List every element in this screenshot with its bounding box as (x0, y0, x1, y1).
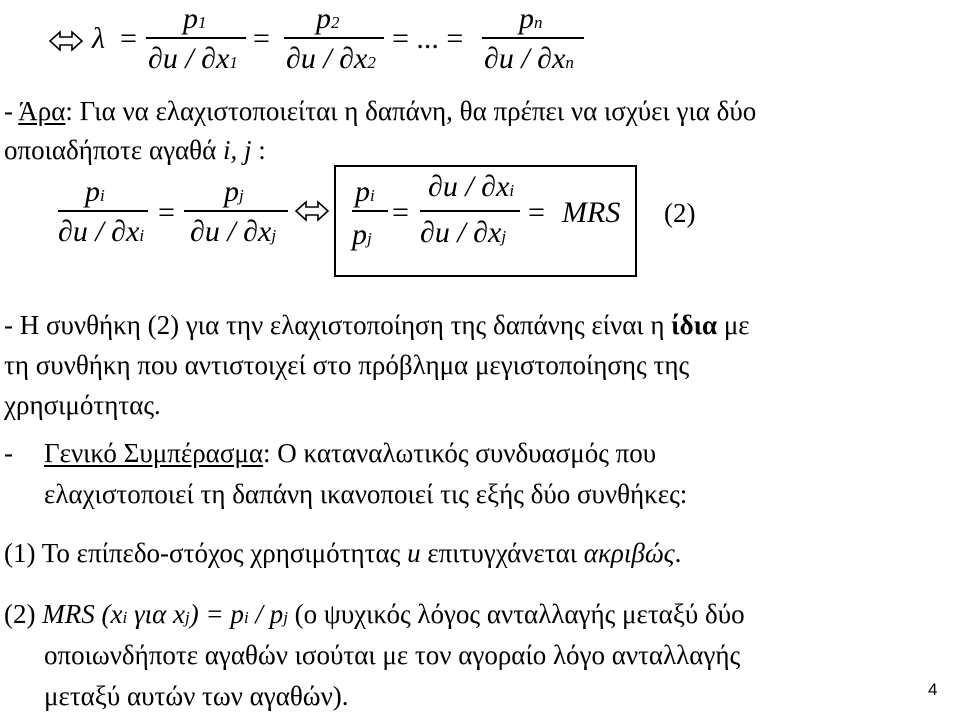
fraction-bar (352, 210, 388, 212)
lambda-symbol: λ (92, 22, 105, 55)
eq2-num-pi: pi (85, 175, 105, 208)
eq2-den-j: ∂u / ∂xj (190, 215, 277, 248)
condition-2-line2: οποιωνδήποτε αγαθών ισούται με τον αγοραίο λόγο ανταλλαγής (44, 640, 741, 670)
page-number: 4 (928, 680, 938, 699)
eq2-den-i: ∂u / ∂xi (58, 215, 145, 248)
condition-2-line3: μεταξύ αυτών των αγαθών). (44, 681, 349, 711)
para2-line2: ελαχιστοποιεί τη δαπάνη ικανοποιεί τις εξής δύο συνθήκες: (44, 479, 688, 509)
dots-equals: = ... = (392, 22, 464, 55)
num-pn: pn (519, 2, 543, 35)
equals-sign: = (528, 196, 545, 229)
mrs-symbol: MRS (562, 196, 621, 229)
box-num-pi: pi (355, 175, 375, 208)
ara-line-2: οποιαδήποτε αγαθά i, j : (4, 135, 266, 165)
para2-line1: Γενικό Συμπέρασμα: Ο καταναλωτικός συνδυασμός που (44, 438, 657, 468)
fraction-bar (58, 210, 148, 212)
equals-sign: = (392, 196, 409, 229)
ara-line: - Άρα: Για να ελαχιστοποιείται η δαπάνη, θα πρέπει να ισχύει για δύο (4, 96, 757, 126)
eq2-num-pj: pj (224, 175, 244, 208)
para2-dash: - (4, 438, 13, 468)
para1-line1: - Η συνθήκη (2) για την ελαχιστοποίηση της δαπάνης είναι η ίδια με (4, 310, 750, 340)
conclusion-title: Γενικό Συμπέρασμα (44, 438, 264, 468)
fraction-bar (184, 210, 288, 212)
ara-label: Άρα (18, 96, 66, 126)
fraction-bar (482, 37, 584, 39)
fraction-bar (284, 37, 384, 39)
den-n: ∂u / ∂xn (484, 42, 574, 75)
box-den-pj: pj (352, 218, 372, 251)
den-1: ∂u / ∂x1 (148, 42, 238, 75)
equation-label: (2) (664, 198, 696, 228)
equals-sign: = (158, 196, 175, 229)
implies-arrow-icon (48, 30, 84, 52)
num-p2: p2 (316, 2, 340, 35)
fraction-bar (146, 37, 246, 39)
box-den-partial-j: ∂u / ∂xj (420, 216, 507, 249)
condition-2-line1: (2) MRS (xi για xj) = pi / pj (ο ψυχικός λόγος ανταλλαγής μεταξύ δύο (4, 599, 745, 629)
para1-line2: τη συνθήκη που αντιστοιχεί στο πρόβλημα μεγιστοποίησης της (4, 350, 690, 380)
den-2: ∂u / ∂x2 (286, 42, 376, 75)
equals-sign: = (120, 22, 137, 55)
num-p1: p1 (183, 2, 207, 35)
equals-sign: = (253, 22, 270, 55)
para1-line3: χρησιμότητας. (4, 390, 161, 420)
condition-1: (1) Το επίπεδο-στόχος χρησιμότητας u επιτυγχάνεται ακριβώς. (4, 538, 682, 568)
implies-arrow-icon (294, 200, 330, 222)
box-num-partial-i: ∂u / ∂xi (428, 170, 515, 203)
fraction-bar (420, 210, 520, 212)
